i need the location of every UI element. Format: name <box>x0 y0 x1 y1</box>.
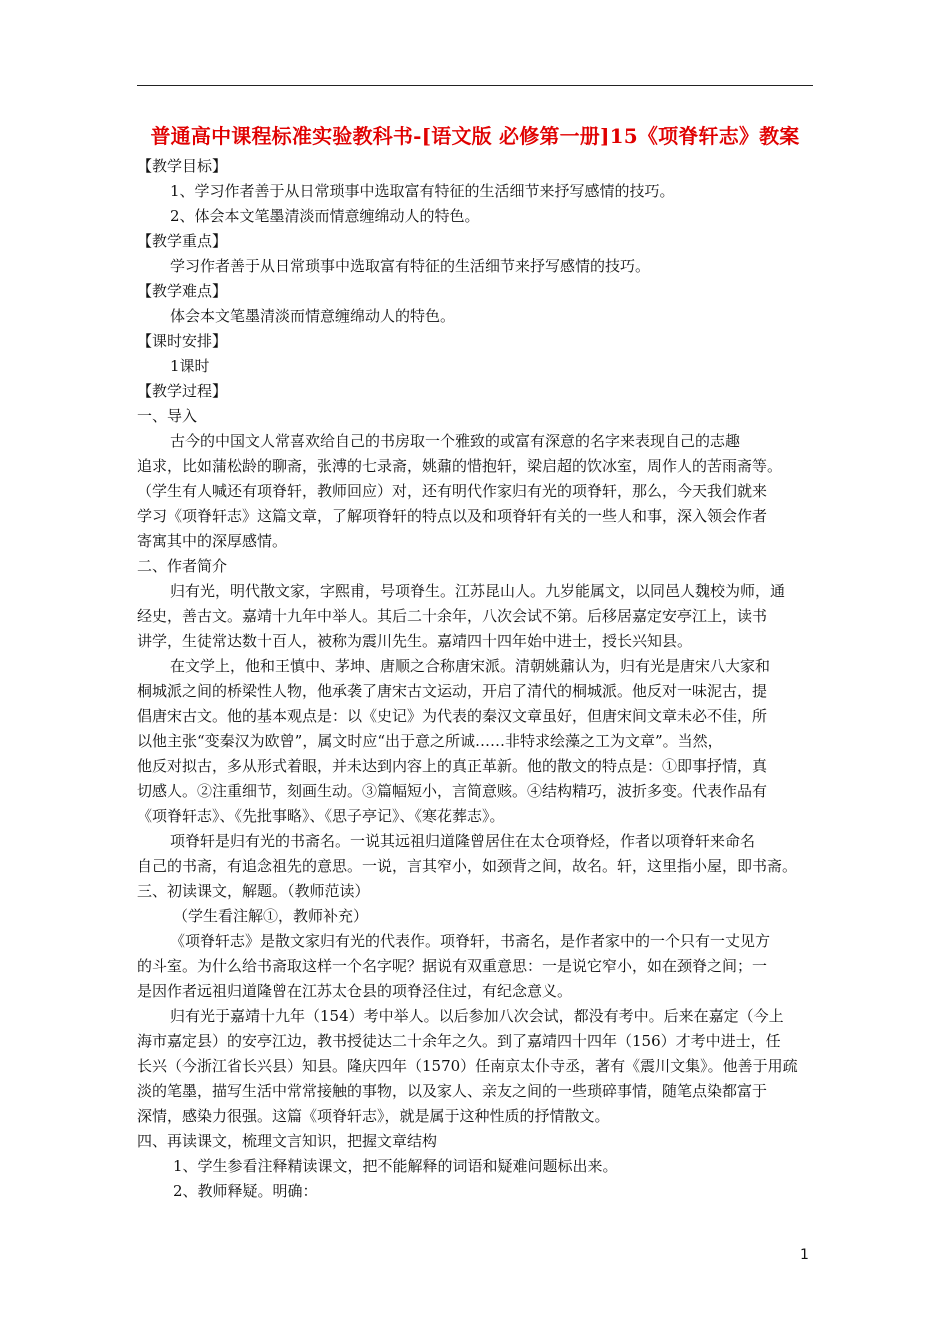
paragraph-line: 倡唐宋古文。他的基本观点是：以《史记》为代表的秦汉文章虽好，但唐宋间文章未必不佳，所 <box>137 707 768 725</box>
paragraph-line: 学习《项脊轩志》这篇文章，了解项脊轩的特点以及和项脊轩有关的一些人和事，深入领会作者 <box>137 507 768 525</box>
paragraph-line: 在文学上，他和王慎中、茅坤、唐顺之合称唐宋派。清朝姚鼐认为，归有光是唐宋八大家和 <box>170 657 771 675</box>
heading-key-points: 【教学重点】 <box>137 232 228 250</box>
paragraph-line: 归有光于嘉靖十九年（154）考中举人。以后参加八次会试，都没有考中。后来在嘉定（今上 <box>170 1007 784 1025</box>
paragraph-line: 切感人。②注重细节，刻画生动。③篇幅短小，言简意赅。④结构精巧，波折多变。代表作品有 <box>137 782 768 800</box>
paragraph-line: 长兴（今浙江省长兴县）知县。隆庆四年（1570）任南京太仆寺丞，著有《震川文集》。他善于用疏 <box>137 1057 798 1075</box>
paragraph-line: 追求，比如蒲松龄的聊斋，张溥的七录斋，姚鼐的惜抱轩，梁启超的饮冰室，周作人的苦雨斋等。 <box>137 457 783 475</box>
paragraph-line: （学生有人喊还有项脊轩，教师回应）对，还有明代作家归有光的项脊轩，那么，今天我们就来 <box>137 482 768 500</box>
document-title: 普通高中课程标准实验教科书-[语文版 必修第一册]15《项脊轩志》教案 <box>150 124 800 148</box>
heading-process: 【教学过程】 <box>137 382 228 400</box>
paragraph-line: 《项脊轩志》是散文家归有光的代表作。项脊轩，书斋名，是作者家中的一个只有一丈见方 <box>170 932 771 950</box>
section-heading: 三、初读课文，解题。（教师范读） <box>137 882 370 900</box>
goal-item: 1、学习作者善于从日常琐事中选取富有特征的生活细节来抒写感情的技巧。 <box>170 182 675 200</box>
paragraph-line: 淡的笔墨，描写生活中常常接触的事物，以及家人、亲友之间的一些琐碎事情，随笔点染都富于 <box>137 1082 768 1100</box>
document-body <box>137 154 813 1204</box>
paragraph-line: 讲学，生徒常达数十百人，被称为震川先生。嘉靖四十四年始中进士，授长兴知县。 <box>137 632 693 650</box>
page-number: 1 <box>800 1247 809 1263</box>
section-heading: 二、作者简介 <box>137 557 228 575</box>
step-item: 1、学生参看注释精读课文，把不能解释的词语和疑难问题标出来。 <box>173 1157 618 1175</box>
paragraph-line: 的斗室。为什么给书斋取这样一个名字呢？据说有双重意思：一是说它窄小，如在颈脊之间；一 <box>137 957 768 975</box>
section-heading: 四、再读课文，梳理文言知识，把握文章结构 <box>137 1132 438 1150</box>
goal-item: 2、体会本文笔墨清淡而情意缠绵动人的特色。 <box>170 207 480 225</box>
paragraph-line: 海市嘉定县）的安亭江边，教书授徒达二十余年之久。到了嘉靖四十四年（156）才考中进士，任 <box>137 1032 781 1050</box>
step-item: 2、教师释疑。明确： <box>173 1182 318 1200</box>
paragraph-line: 寄寓其中的深厚感情。 <box>137 532 288 550</box>
paragraph-line: 是因作者远祖归道隆曾在江苏太仓县的项脊泾住过，有纪念意义。 <box>137 982 573 1000</box>
paragraph-line: 他反对拟古，多从形式着眼，并未达到内容上的真正革新。他的散文的特点是：①即事抒情，真 <box>137 757 768 775</box>
paragraph-line: 古今的中国文人常喜欢给自己的书房取一个雅致的或富有深意的名字来表现自己的志趣 <box>170 432 741 450</box>
paragraph-line: 1课时 <box>170 357 210 375</box>
header-rule <box>137 85 813 86</box>
paragraph-line: 归有光，明代散文家，字熙甫，号项脊生。江苏昆山人。九岁能属文，以同邑人魏校为师，通 <box>170 582 786 600</box>
paragraph-line: 学习作者善于从日常琐事中选取富有特征的生活细节来抒写感情的技巧。 <box>170 257 651 275</box>
paragraph-line: 体会本文笔墨清淡而情意缠绵动人的特色。 <box>170 307 456 325</box>
paragraph-line: （学生看注解①，教师补充） <box>173 907 369 925</box>
paragraph-line: 《项脊轩志》、《先批事略》、《思子亭记》、《寒花葬志》。 <box>137 807 505 825</box>
heading-teaching-goals: 【教学目标】 <box>137 157 228 175</box>
section-heading: 一、导入 <box>137 407 198 425</box>
paragraph-line: 以他主张“变秦汉为欧曾”，属文时应“出于意之所诚……非特求绘藻之工为文章”。当然， <box>137 732 723 750</box>
paragraph-line: 自己的书斋，有追念祖先的意思。一说，言其窄小，如颈背之间，故名。轩，这里指小屋，即书斋。 <box>137 857 798 875</box>
paragraph-line: 桐城派之间的桥梁性人物，他承袭了唐宋古文运动，开启了清代的桐城派。他反对一味泥古，提 <box>137 682 768 700</box>
heading-difficulties: 【教学难点】 <box>137 282 228 300</box>
document-page <box>137 124 813 1204</box>
paragraph-line: 深情，感染力很强。这篇《项脊轩志》，就是属于这种性质的抒情散文。 <box>137 1107 610 1125</box>
paragraph-line: 经史，善古文。嘉靖十九年中举人。其后二十余年，八次会试不第。后移居嘉定安亭江上，读书 <box>137 607 768 625</box>
heading-schedule: 【课时安排】 <box>137 332 228 350</box>
paragraph-line: 项脊轩是归有光的书斋名。一说其远祖归道隆曾居住在太仓项脊烃，作者以项脊轩来命名 <box>170 832 756 850</box>
